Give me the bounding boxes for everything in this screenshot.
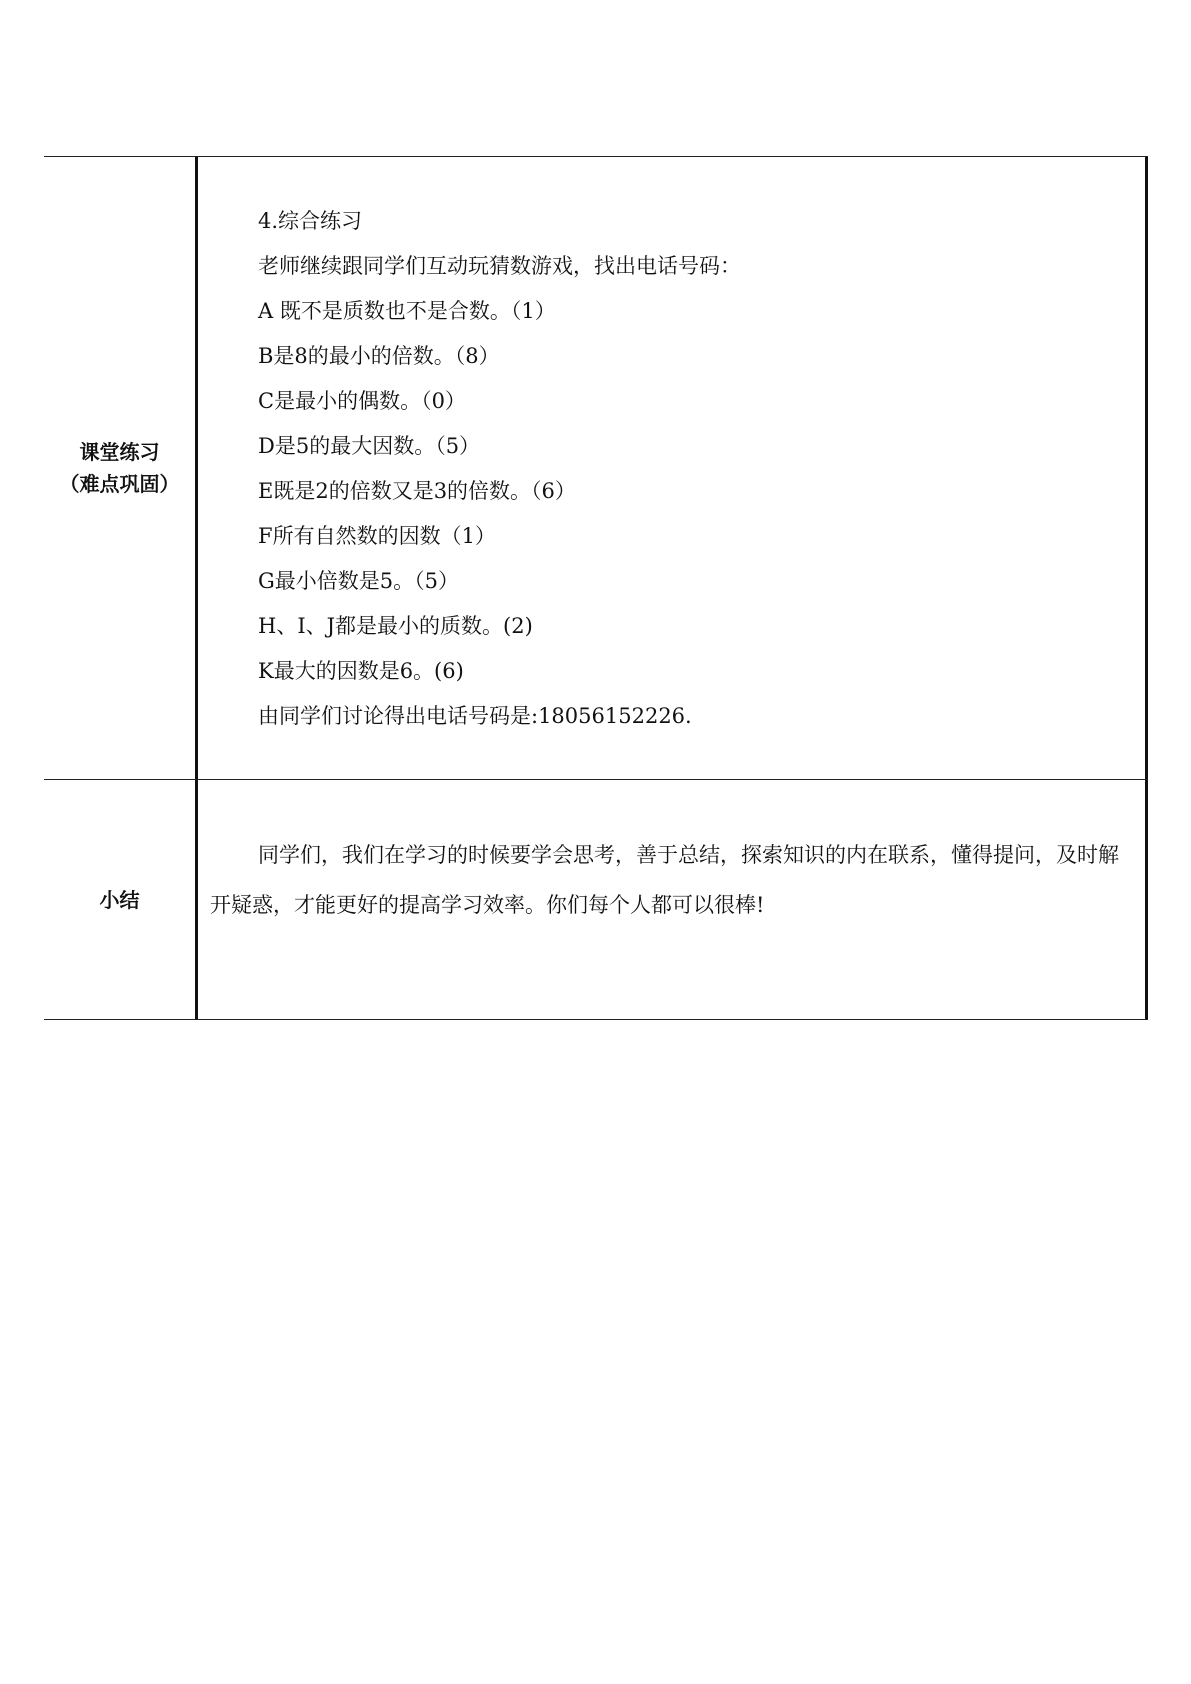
lesson-table [44,156,1148,1020]
practice-line: B是8的最小的倍数。（8） [258,344,500,368]
practice-line: E既是2的倍数又是3的倍数。（6） [258,479,576,503]
practice-line: G最小倍数是5。（5） [258,569,459,593]
practice-line: 4.综合练习 [258,209,363,233]
practice-content [198,157,1148,779]
practice-line: K最大的因数是6。(6) [258,659,464,683]
practice-line: C是最小的偶数。（0） [258,389,466,413]
practice-label-line2: （难点巩固） [59,472,180,496]
table-row-summary [44,780,1148,1020]
summary-label [44,780,198,1019]
practice-line: A 既不是质数也不是合数。（1） [258,299,556,323]
practice-line: 老师继续跟同学们互动玩猜数游戏，找出电话号码： [258,254,741,278]
table-row-practice [44,157,1148,780]
summary-content [198,780,1148,1019]
practice-line: D是5的最大因数。（5） [258,434,481,458]
summary-label-text: 小结 [99,887,140,912]
practice-line: 由同学们讨论得出电话号码是:18056152226. [258,704,692,728]
practice-line: H、I、J都是最小的质数。(2) [258,614,533,638]
practice-label [44,157,198,779]
practice-label-line1: 课堂练习 [79,440,160,464]
practice-line: F所有自然数的因数（1） [258,524,496,548]
summary-paragraph: 同学们，我们在学习的时候要学会思考，善于总结，探索知识的内在联系，懂得提问，及时解开疑惑，才能更好的提高学习效率。你们每个人都可以很棒! [210,843,1119,917]
